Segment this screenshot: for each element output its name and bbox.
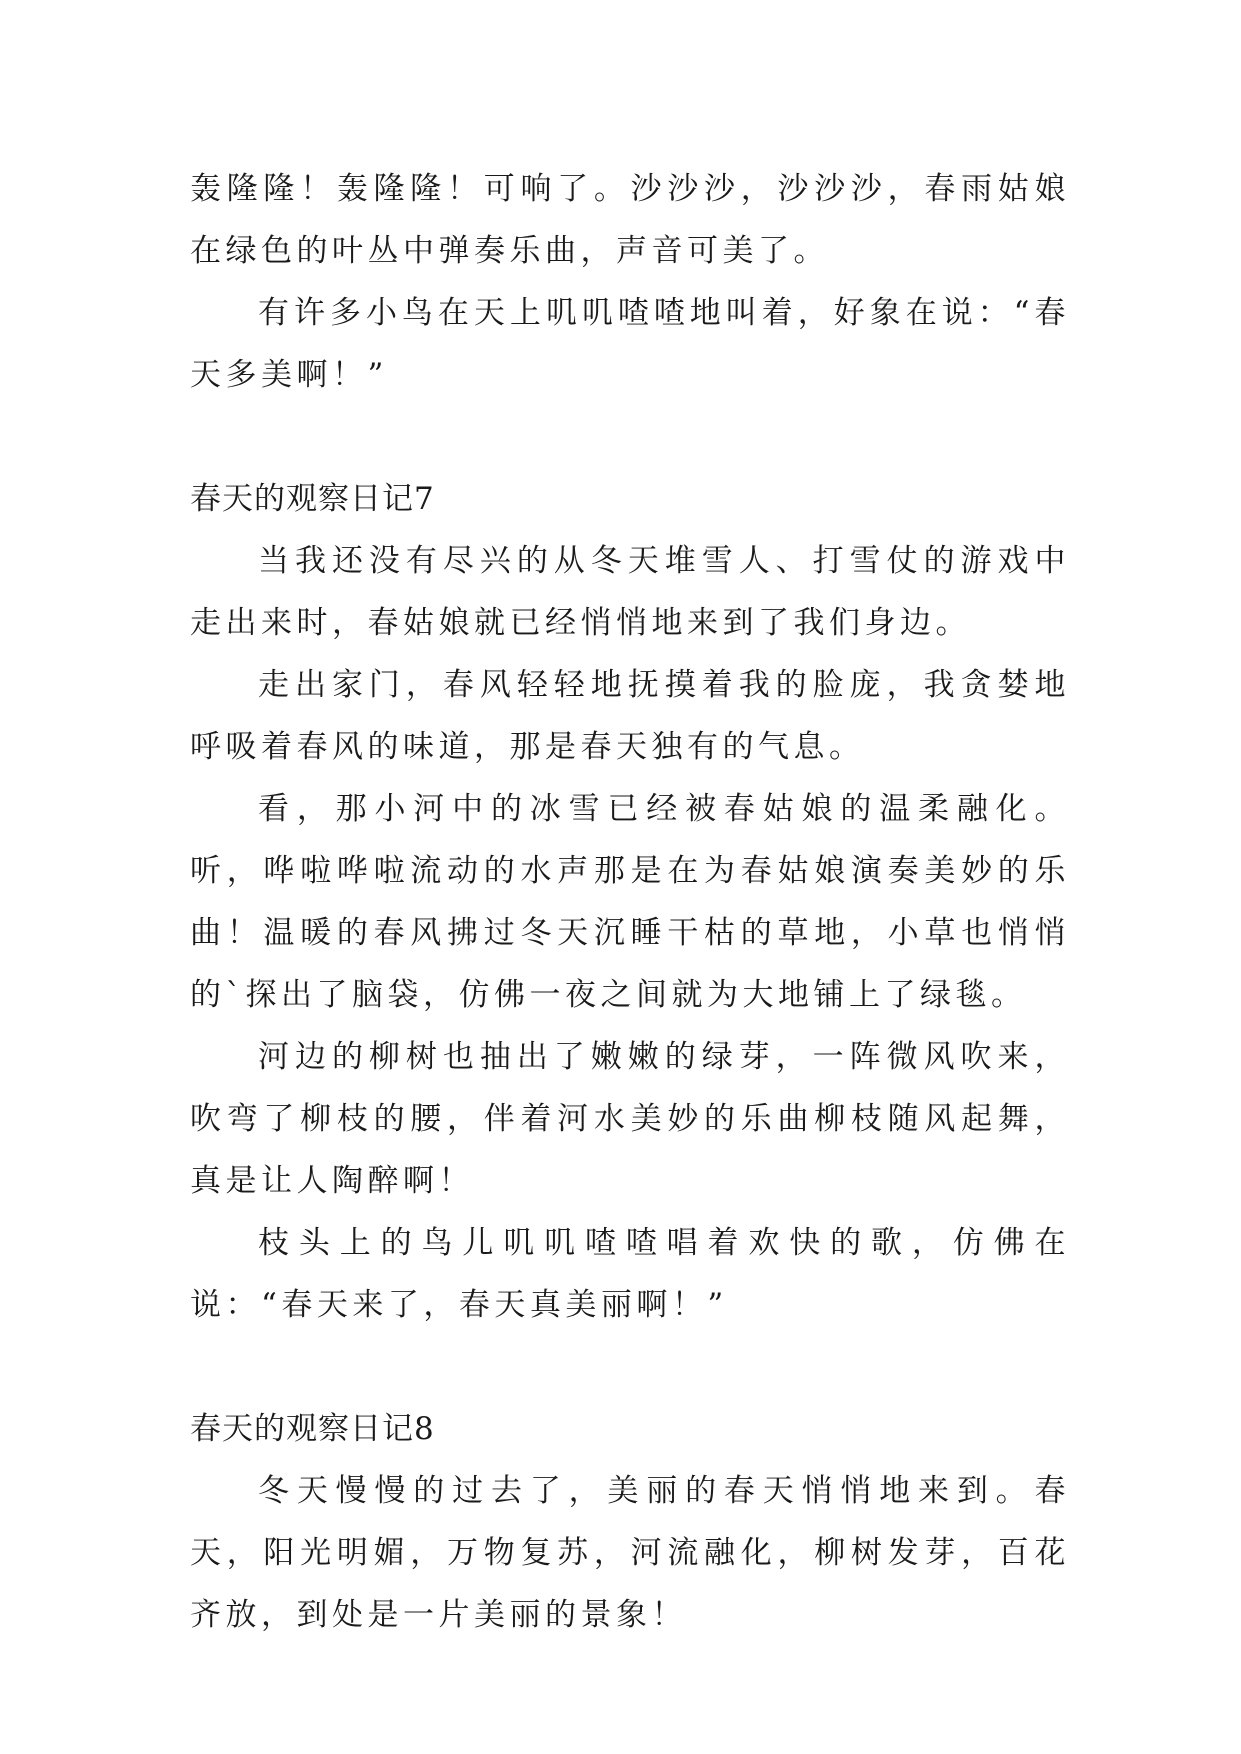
paragraph: 走出家门，春风轻轻地抚摸着我的脸庞，我贪婪地呼吸着春风的味道，那是春天独有的气息。: [190, 667, 1070, 765]
paragraph: 冬天慢慢的过去了，美丽的春天悄悄地来到。春天，阳光明媚，万物复苏，河流融化，柳树发芽，百花齐放，到处是一片美丽的景象！: [190, 1473, 1070, 1633]
section-spacer: [190, 406, 1070, 468]
paragraph: 枝头上的鸟儿叽叽喳喳唱着欢快的歌，仿佛在说：“春天来了，春天真美丽啊！”: [190, 1225, 1070, 1323]
paragraph: 当我还没有尽兴的从冬天堆雪人、打雪仗的游戏中走出来时，春姑娘就已经悄悄地来到了我们身边。: [190, 543, 1070, 641]
section-spacer: [190, 1336, 1070, 1398]
document-body: [190, 158, 1070, 1646]
paragraph: 看，那小河中的冰雪已经被春姑娘的温柔融化。听，哗啦哗啦流动的水声那是在为春姑娘演奏美妙的乐曲！温暖的春风拂过冬天沉睡干枯的草地，小草也悄悄的`探出了脑袋，仿佛一夜之间就为大地铺上了绿毯。: [190, 791, 1070, 1013]
paragraph: 有许多小鸟在天上叽叽喳喳地叫着，好象在说：“春天多美啊！”: [190, 295, 1070, 393]
section-heading: 春天的观察日记8: [190, 1411, 435, 1447]
paragraph: 轰隆隆！轰隆隆！可响了。沙沙沙，沙沙沙，春雨姑娘在绿色的叶丛中弹奏乐曲，声音可美了。: [190, 171, 1070, 269]
section-heading: 春天的观察日记7: [190, 481, 435, 517]
paragraph: 河边的柳树也抽出了嫩嫩的绿芽，一阵微风吹来，吹弯了柳枝的腰，伴着河水美妙的乐曲柳枝随风起舞，真是让人陶醉啊！: [190, 1039, 1070, 1199]
